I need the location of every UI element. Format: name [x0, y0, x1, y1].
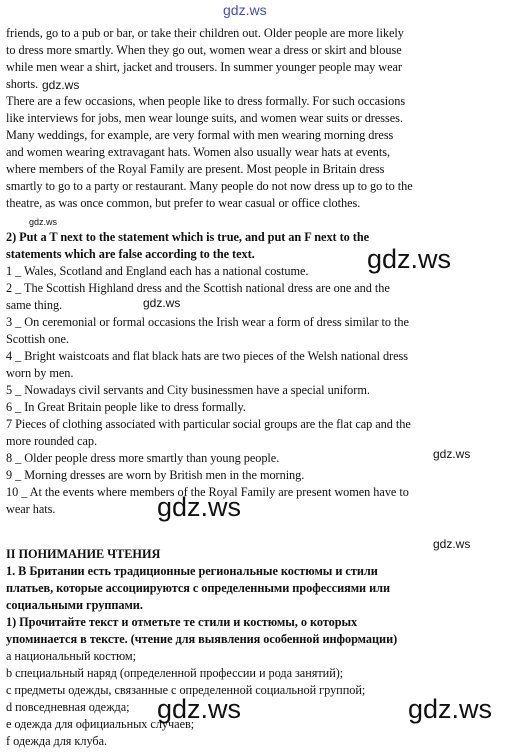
watermark: gdz.ws: [157, 694, 242, 724]
statement-line: 9 _ Morning dresses are worn by British men in the morning.: [6, 468, 305, 482]
option-line: b специальный наряд (определенной профессии и рода занятий);: [6, 666, 344, 680]
statement-line: 3 _ On ceremonial or formal occasions the Irish wear a form of dress similar to the: [6, 315, 409, 329]
paragraph-2: [6, 93, 413, 212]
watermark-top: gdz.ws: [223, 2, 267, 18]
text-line: friends, go to a pub or bar, or take their children out. Older people are more likely: [6, 26, 404, 40]
watermark: gdz.ws: [367, 244, 452, 274]
statement-line: same thing.: [6, 298, 63, 312]
option-line: f одежда для клуба.: [6, 734, 108, 748]
instruction-line: упоминается в тексте. (чтение для выявления особенной информации): [6, 632, 398, 646]
watermark: gdz.ws: [143, 296, 181, 310]
statement-line: 1 _ Wales, Scotland and England each has a national costume.: [6, 264, 309, 278]
watermark: gdz.ws: [433, 447, 471, 461]
task-2-statements: [6, 263, 411, 518]
text-line: to dress more smartly. When they go out, women wear a dress or skirt and blouse: [6, 43, 402, 57]
statement-line: 6 _ In Great Britain people like to dress formally.: [6, 400, 246, 414]
statement-line: worn by men.: [6, 366, 74, 380]
task-1-line: 1. В Британии есть традиционные региональные костюмы и стили: [6, 564, 378, 578]
text-line: There are a few occasions, when people like to dress formally. For such occasions: [6, 94, 406, 108]
text-line: where members of the Royal Family are present. Most people in Britain dress: [6, 162, 385, 176]
statement-line: 8 _ Older people dress more smartly than young people.: [6, 451, 280, 465]
statement-line: 10 _ At the events where members of the Royal Family are present women have to: [6, 485, 409, 499]
statement-line: 5 _ Nowadays civil servants and City businessmen have a special uniform.: [6, 383, 370, 397]
statement-line: more rounded cap.: [6, 434, 97, 448]
option-line: e одежда для официальных случаев;: [6, 717, 195, 731]
section-title: II ПОНИМАНИЕ ЧТЕНИЯ: [6, 547, 161, 561]
text-line: smartly to go to a party or restaurant. Many people do not now dress up to go to the: [6, 179, 413, 193]
statement-line: 2 _ The Scottish Highland dress and the Scottish national dress are one and the: [6, 281, 390, 295]
watermark: gdz.ws: [157, 492, 242, 522]
task-2-heading: [6, 229, 369, 263]
watermark: gdz.ws: [433, 537, 471, 551]
watermark: gdz.ws: [29, 217, 58, 227]
task-1-line: платьев, которые ассоциируются с определенными профессиями или: [6, 581, 391, 595]
heading-line: 2) Put a T next to the statement which is true, and put an F next to the: [6, 230, 370, 244]
watermark: gdz.ws: [408, 694, 493, 724]
text-line: shorts.: [6, 77, 39, 91]
statement-line: wear hats.: [6, 502, 56, 516]
instruction-line: 1) Прочитайте текст и отметьте те стили и костюмы, о которых: [6, 615, 358, 629]
text-line: theatre, as was once common, but prefer to wear casual or office clothes.: [6, 196, 361, 210]
text-line: and women wearing extravagant hats. Women also usually wear hats at events,: [6, 145, 390, 159]
text-line: like interviews for jobs, men wear lounge suits, and women wear suits or dresses.: [6, 111, 403, 125]
text-line: Many weddings, for example, are very formal with men wearing morning dress: [6, 128, 394, 142]
heading-line: statements which are false according to the text.: [6, 247, 255, 261]
task-1-line: социальными группами.: [6, 598, 143, 612]
watermark: gdz.ws: [42, 78, 80, 92]
option-line: d повседневная одежда;: [6, 700, 130, 714]
statement-line: 7 Pieces of clothing associated with particular social groups are the flat cap and the: [6, 417, 411, 431]
option-line: a национальный костюм;: [6, 649, 137, 663]
text-line: while men wear a shirt, jacket and trousers. In summer younger people may wear: [6, 60, 402, 74]
statement-line: 4 _ Bright waistcoats and flat black hats are two pieces of the Welsh national dress: [6, 349, 408, 363]
option-line: c предметы одежды, связанные с определенной социальной группой;: [6, 683, 366, 697]
statement-line: Scottish one.: [6, 332, 69, 346]
